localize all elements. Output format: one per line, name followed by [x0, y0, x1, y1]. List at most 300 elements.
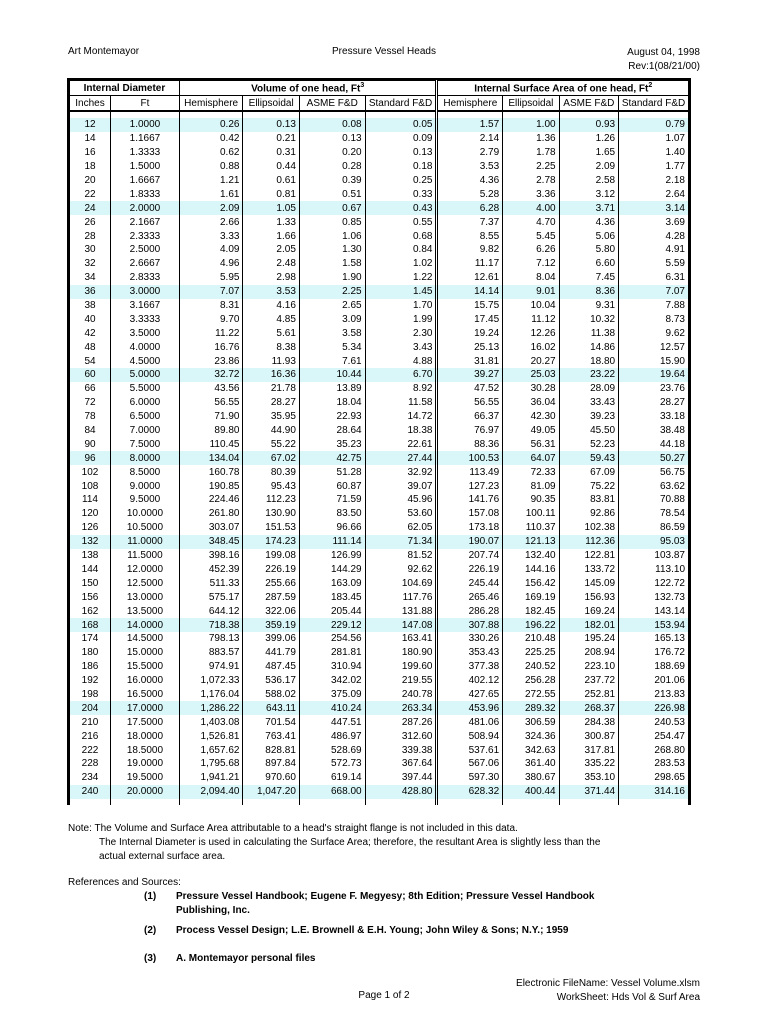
table-cell: 1.57	[437, 118, 503, 132]
table-cell: 6.28	[437, 201, 503, 215]
table-cell: 113.49	[437, 465, 503, 479]
table-cell: 18	[70, 160, 111, 174]
table-cell: 153.94	[619, 618, 689, 632]
column-header: ASME F&D	[559, 96, 619, 112]
table-cell: 2.6667	[111, 257, 180, 271]
table-cell: 0.13	[365, 146, 437, 160]
table-cell: 1.8333	[111, 187, 180, 201]
table-cell: 12.26	[503, 326, 559, 340]
table-cell: 2.3333	[111, 229, 180, 243]
table-cell: 272.55	[503, 688, 559, 702]
note-line: Note: The Volume and Surface Area attributable to a head's straight flange is not included in this data.	[68, 823, 518, 834]
table-cell: 84	[70, 424, 111, 438]
table-cell: 38.48	[619, 424, 689, 438]
table-row	[70, 396, 689, 410]
table-cell: 111.14	[299, 535, 365, 549]
table-cell: 132.40	[503, 549, 559, 563]
table-cell: 3.12	[559, 187, 619, 201]
table-cell: 35.23	[299, 437, 365, 451]
revision: Rev:1(08/21/00)	[628, 61, 700, 72]
table-cell: 23.86	[179, 354, 243, 368]
table-cell: 15.75	[437, 299, 503, 313]
table-cell: 0.93	[559, 118, 619, 132]
table-cell: 10.5000	[111, 521, 180, 535]
table-cell: 3.5000	[111, 326, 180, 340]
table-cell: 42.75	[299, 451, 365, 465]
table-row	[70, 715, 689, 729]
table-cell: 1.21	[179, 174, 243, 188]
table-cell: 2.98	[243, 271, 299, 285]
table-cell: 970.60	[243, 771, 299, 785]
table-cell: 0.43	[365, 201, 437, 215]
table-cell: 89.80	[179, 424, 243, 438]
table-row	[70, 618, 689, 632]
table-cell: 312.60	[365, 729, 437, 743]
table-cell: 8.36	[559, 285, 619, 299]
table-cell: 2.66	[179, 215, 243, 229]
table-cell: 0.13	[243, 118, 299, 132]
table-cell: 536.17	[243, 674, 299, 688]
table-cell: 528.69	[299, 743, 365, 757]
table-cell: 86.59	[619, 521, 689, 535]
table-row	[70, 563, 689, 577]
table-cell: 96.66	[299, 521, 365, 535]
table-cell: 237.72	[559, 674, 619, 688]
table-cell: 5.61	[243, 326, 299, 340]
table-cell: 32	[70, 257, 111, 271]
table-cell: 34	[70, 271, 111, 285]
table-cell: 2.1667	[111, 215, 180, 229]
table-cell: 4.09	[179, 243, 243, 257]
table-cell: 410.24	[299, 701, 365, 715]
table-cell: 2.05	[243, 243, 299, 257]
table-cell: 42.30	[503, 410, 559, 424]
table-cell: 1.45	[365, 285, 437, 299]
table-cell: 165.13	[619, 632, 689, 646]
table-cell: 126.99	[299, 549, 365, 563]
table-cell: 339.38	[365, 743, 437, 757]
table-cell: 114	[70, 493, 111, 507]
table-cell: 16.0000	[111, 674, 180, 688]
table-cell: 10.44	[299, 368, 365, 382]
table-cell: 20.0000	[111, 785, 180, 799]
table-cell: 10.32	[559, 312, 619, 326]
table-cell: 226.19	[243, 563, 299, 577]
table-cell: 240.78	[365, 688, 437, 702]
table-cell: 20.27	[503, 354, 559, 368]
table-cell: 283.53	[619, 757, 689, 771]
table-cell: 10.04	[503, 299, 559, 313]
table-cell: 0.61	[243, 174, 299, 188]
table-cell: 182.01	[559, 618, 619, 632]
table-cell: 3.3333	[111, 312, 180, 326]
table-row	[70, 271, 689, 285]
table-cell: 122.72	[619, 576, 689, 590]
table-cell: 228	[70, 757, 111, 771]
table-cell: 2.48	[243, 257, 299, 271]
table-cell: 169.24	[559, 604, 619, 618]
table-cell: 15.5000	[111, 660, 180, 674]
table-cell: 204	[70, 701, 111, 715]
table-cell: 240	[70, 785, 111, 799]
table-cell: 173.18	[437, 521, 503, 535]
table-row	[70, 465, 689, 479]
table-cell: 9.01	[503, 285, 559, 299]
table-cell: 27.44	[365, 451, 437, 465]
table-cell: 1.07	[619, 132, 689, 146]
table-cell: 0.79	[619, 118, 689, 132]
table-cell: 12.0000	[111, 563, 180, 577]
column-header: Standard F&D	[619, 96, 689, 112]
table-cell: 45.96	[365, 493, 437, 507]
table-cell: 1.05	[243, 201, 299, 215]
table-cell: 83.50	[299, 507, 365, 521]
table-row	[70, 743, 689, 757]
table-cell: 367.64	[365, 757, 437, 771]
table-cell: 56.55	[179, 396, 243, 410]
table-row	[70, 437, 689, 451]
table-cell: 222	[70, 743, 111, 757]
table-row	[70, 701, 689, 715]
table-cell: 117.76	[365, 590, 437, 604]
table-cell: 16.36	[243, 368, 299, 382]
reference-text: A. Montemayor personal files	[176, 953, 316, 964]
table-cell: 883.57	[179, 646, 243, 660]
table-cell: 150	[70, 576, 111, 590]
table-cell: 1,795.68	[179, 757, 243, 771]
table-cell: 32.72	[179, 368, 243, 382]
table-cell: 7.12	[503, 257, 559, 271]
table-cell: 60.87	[299, 479, 365, 493]
table-cell: 8.38	[243, 340, 299, 354]
table-cell: 59.43	[559, 451, 619, 465]
table-cell: 371.44	[559, 785, 619, 799]
table-row	[70, 174, 689, 188]
table-cell: 428.80	[365, 785, 437, 799]
table-cell: 28.27	[243, 396, 299, 410]
table-cell: 2.09	[179, 201, 243, 215]
table-cell: 2.78	[503, 174, 559, 188]
table-cell: 78.54	[619, 507, 689, 521]
table-cell: 287.26	[365, 715, 437, 729]
table-cell: 100.11	[503, 507, 559, 521]
table-cell: 81.52	[365, 549, 437, 563]
table-cell: 0.18	[365, 160, 437, 174]
table-row	[70, 326, 689, 340]
table-cell: 180.90	[365, 646, 437, 660]
table-cell: 6.26	[503, 243, 559, 257]
table-cell: 3.33	[179, 229, 243, 243]
table-row	[70, 576, 689, 590]
table-cell: 701.54	[243, 715, 299, 729]
table-cell: 0.33	[365, 187, 437, 201]
table-cell: 22.61	[365, 437, 437, 451]
table-cell: 4.36	[559, 215, 619, 229]
table-cell: 402.12	[437, 674, 503, 688]
table-cell: 88.36	[437, 437, 503, 451]
table-cell: 4.91	[619, 243, 689, 257]
table-cell: 668.00	[299, 785, 365, 799]
table-cell: 1.5000	[111, 160, 180, 174]
table-cell: 12	[70, 118, 111, 132]
table-cell: 229.12	[299, 618, 365, 632]
table-cell: 453.96	[437, 701, 503, 715]
table-row	[70, 688, 689, 702]
notes-section	[68, 822, 600, 864]
table-cell: 36	[70, 285, 111, 299]
table-cell: 310.94	[299, 660, 365, 674]
table-row	[70, 243, 689, 257]
table-cell: 17.5000	[111, 715, 180, 729]
table-cell: 49.05	[503, 424, 559, 438]
author: Art Montemayor	[68, 46, 140, 57]
pressure-vessel-heads-table	[67, 78, 691, 805]
table-cell: 156.42	[503, 576, 559, 590]
table-cell: 19.5000	[111, 771, 180, 785]
table-cell: 240.53	[619, 715, 689, 729]
table-cell: 28.09	[559, 382, 619, 396]
table-cell: 2.65	[299, 299, 365, 313]
table-cell: 289.32	[503, 701, 559, 715]
table-cell: 487.45	[243, 660, 299, 674]
table-cell: 1.02	[365, 257, 437, 271]
table-cell: 24	[70, 201, 111, 215]
table-cell: 174	[70, 632, 111, 646]
table-cell: 397.44	[365, 771, 437, 785]
table-cell: 219.55	[365, 674, 437, 688]
table-cell: 2.8333	[111, 271, 180, 285]
table-cell: 198	[70, 688, 111, 702]
table-cell: 225.25	[503, 646, 559, 660]
table-cell: 28.27	[619, 396, 689, 410]
table-cell: 644.12	[179, 604, 243, 618]
table-cell: 255.66	[243, 576, 299, 590]
table-cell: 201.06	[619, 674, 689, 688]
table-cell: 0.05	[365, 118, 437, 132]
table-cell: 5.59	[619, 257, 689, 271]
table-cell: 15.90	[619, 354, 689, 368]
table-cell: 511.33	[179, 576, 243, 590]
table-cell: 353.10	[559, 771, 619, 785]
table-cell: 0.28	[299, 160, 365, 174]
table-cell: 1,526.81	[179, 729, 243, 743]
document-title: Pressure Vessel Heads	[332, 46, 436, 57]
table-cell: 13.0000	[111, 590, 180, 604]
table-cell: 14.5000	[111, 632, 180, 646]
table-row	[70, 187, 689, 201]
table-cell: 223.10	[559, 660, 619, 674]
table-cell: 9.62	[619, 326, 689, 340]
table-cell: 7.5000	[111, 437, 180, 451]
table-cell: 265.46	[437, 590, 503, 604]
table-cell: 47.52	[437, 382, 503, 396]
table-cell: 144	[70, 563, 111, 577]
table-cell: 7.45	[559, 271, 619, 285]
area-unit-exponent: 2	[648, 81, 653, 89]
table-cell: 157.08	[437, 507, 503, 521]
table-cell: 32.92	[365, 465, 437, 479]
table-row	[70, 590, 689, 604]
table-cell: 1.40	[619, 146, 689, 160]
table-cell: 2.58	[559, 174, 619, 188]
table-row	[70, 604, 689, 618]
table-cell: 8.04	[503, 271, 559, 285]
table-cell: 92.62	[365, 563, 437, 577]
table-cell: 628.32	[437, 785, 503, 799]
table-cell: 208.94	[559, 646, 619, 660]
table-cell: 10.0000	[111, 507, 180, 521]
table-cell: 330.26	[437, 632, 503, 646]
table-cell: 199.60	[365, 660, 437, 674]
table-cell: 66.37	[437, 410, 503, 424]
table-cell: 103.87	[619, 549, 689, 563]
table-cell: 71.90	[179, 410, 243, 424]
table-row	[70, 299, 689, 313]
table-cell: 71.34	[365, 535, 437, 549]
table-cell: 147.08	[365, 618, 437, 632]
table-cell: 108	[70, 479, 111, 493]
table-cell: 1,657.62	[179, 743, 243, 757]
table-cell: 8.31	[179, 299, 243, 313]
table-cell: 28	[70, 229, 111, 243]
table-cell: 71.59	[299, 493, 365, 507]
table-cell: 18.04	[299, 396, 365, 410]
reference-item	[68, 924, 636, 938]
table-cell: 575.17	[179, 590, 243, 604]
table-cell: 120	[70, 507, 111, 521]
table-cell: 4.36	[437, 174, 503, 188]
table-cell: 156	[70, 590, 111, 604]
table-cell: 169.19	[503, 590, 559, 604]
table-cell: 67.02	[243, 451, 299, 465]
table-row	[70, 771, 689, 785]
table-cell: 162	[70, 604, 111, 618]
table-cell: 19.0000	[111, 757, 180, 771]
table-cell: 7.88	[619, 299, 689, 313]
table-cell: 33.18	[619, 410, 689, 424]
table-cell: 2.18	[619, 174, 689, 188]
table-cell: 3.69	[619, 215, 689, 229]
table-cell: 12.57	[619, 340, 689, 354]
table-cell: 7.0000	[111, 424, 180, 438]
table-cell: 3.53	[243, 285, 299, 299]
table-cell: 133.72	[559, 563, 619, 577]
table-cell: 287.59	[243, 590, 299, 604]
table-cell: 256.28	[503, 674, 559, 688]
table-cell: 95.43	[243, 479, 299, 493]
table-cell: 268.37	[559, 701, 619, 715]
table-cell: 1.99	[365, 312, 437, 326]
table-cell: 0.26	[179, 118, 243, 132]
table-cell: 1.77	[619, 160, 689, 174]
table-row	[70, 146, 689, 160]
table-cell: 0.67	[299, 201, 365, 215]
table-cell: 5.28	[437, 187, 503, 201]
table-cell: 15.0000	[111, 646, 180, 660]
table-cell: 0.55	[365, 215, 437, 229]
table-cell: 110.45	[179, 437, 243, 451]
table-cell: 486.97	[299, 729, 365, 743]
table-cell: 0.13	[299, 132, 365, 146]
table-cell: 45.50	[559, 424, 619, 438]
table-cell: 11.38	[559, 326, 619, 340]
table-cell: 44.90	[243, 424, 299, 438]
table-cell: 588.02	[243, 688, 299, 702]
table-cell: 5.06	[559, 229, 619, 243]
table-cell: 44.18	[619, 437, 689, 451]
table-cell: 2.25	[299, 285, 365, 299]
column-header: Ft	[111, 96, 180, 112]
table-cell: 90	[70, 437, 111, 451]
table-cell: 6.31	[619, 271, 689, 285]
table-cell: 261.80	[179, 507, 243, 521]
table-cell: 281.81	[299, 646, 365, 660]
table-cell: 11.5000	[111, 549, 180, 563]
table-cell: 0.88	[179, 160, 243, 174]
table-cell: 643.11	[243, 701, 299, 715]
table-cell: 8.73	[619, 312, 689, 326]
table-cell: 0.85	[299, 215, 365, 229]
column-header: Ellipsoidal	[503, 96, 559, 112]
table-cell: 452.39	[179, 563, 243, 577]
table-cell: 298.65	[619, 771, 689, 785]
table-cell: 1.6667	[111, 174, 180, 188]
table-cell: 102	[70, 465, 111, 479]
table-cell: 4.00	[503, 201, 559, 215]
table-cell: 537.61	[437, 743, 503, 757]
table-cell: 190.85	[179, 479, 243, 493]
group-header-area	[437, 81, 689, 96]
table-cell: 121.13	[503, 535, 559, 549]
table-cell: 1.0000	[111, 118, 180, 132]
table-cell: 160.78	[179, 465, 243, 479]
table-cell: 182.45	[503, 604, 559, 618]
table-cell: 19.64	[619, 368, 689, 382]
table-cell: 286.28	[437, 604, 503, 618]
table-cell: 2.09	[559, 160, 619, 174]
worksheet-name: WorkSheet: Hds Vol & Surf Area	[556, 992, 700, 1003]
references-section	[68, 876, 636, 966]
table-cell: 9.5000	[111, 493, 180, 507]
table-cell: 205.44	[299, 604, 365, 618]
table-row	[70, 479, 689, 493]
table-cell: 1.66	[243, 229, 299, 243]
table-cell: 1,072.33	[179, 674, 243, 688]
table-row	[70, 785, 689, 799]
table-cell: 3.0000	[111, 285, 180, 299]
table-cell: 188.69	[619, 660, 689, 674]
table-cell: 597.30	[437, 771, 503, 785]
table-cell: 20	[70, 174, 111, 188]
table-cell: 14.72	[365, 410, 437, 424]
table-cell: 1.22	[365, 271, 437, 285]
table-cell: 2.0000	[111, 201, 180, 215]
table-cell: 0.51	[299, 187, 365, 201]
table-cell: 252.81	[559, 688, 619, 702]
table-cell: 322.06	[243, 604, 299, 618]
table-cell: 11.93	[243, 354, 299, 368]
table-cell: 50.27	[619, 451, 689, 465]
table-cell: 210	[70, 715, 111, 729]
date-revision-block	[627, 46, 700, 74]
table-cell: 254.56	[299, 632, 365, 646]
table-row	[70, 535, 689, 549]
table-cell: 897.84	[243, 757, 299, 771]
table-cell: 317.81	[559, 743, 619, 757]
table-row	[70, 160, 689, 174]
table-cell: 132	[70, 535, 111, 549]
table-cell: 3.43	[365, 340, 437, 354]
